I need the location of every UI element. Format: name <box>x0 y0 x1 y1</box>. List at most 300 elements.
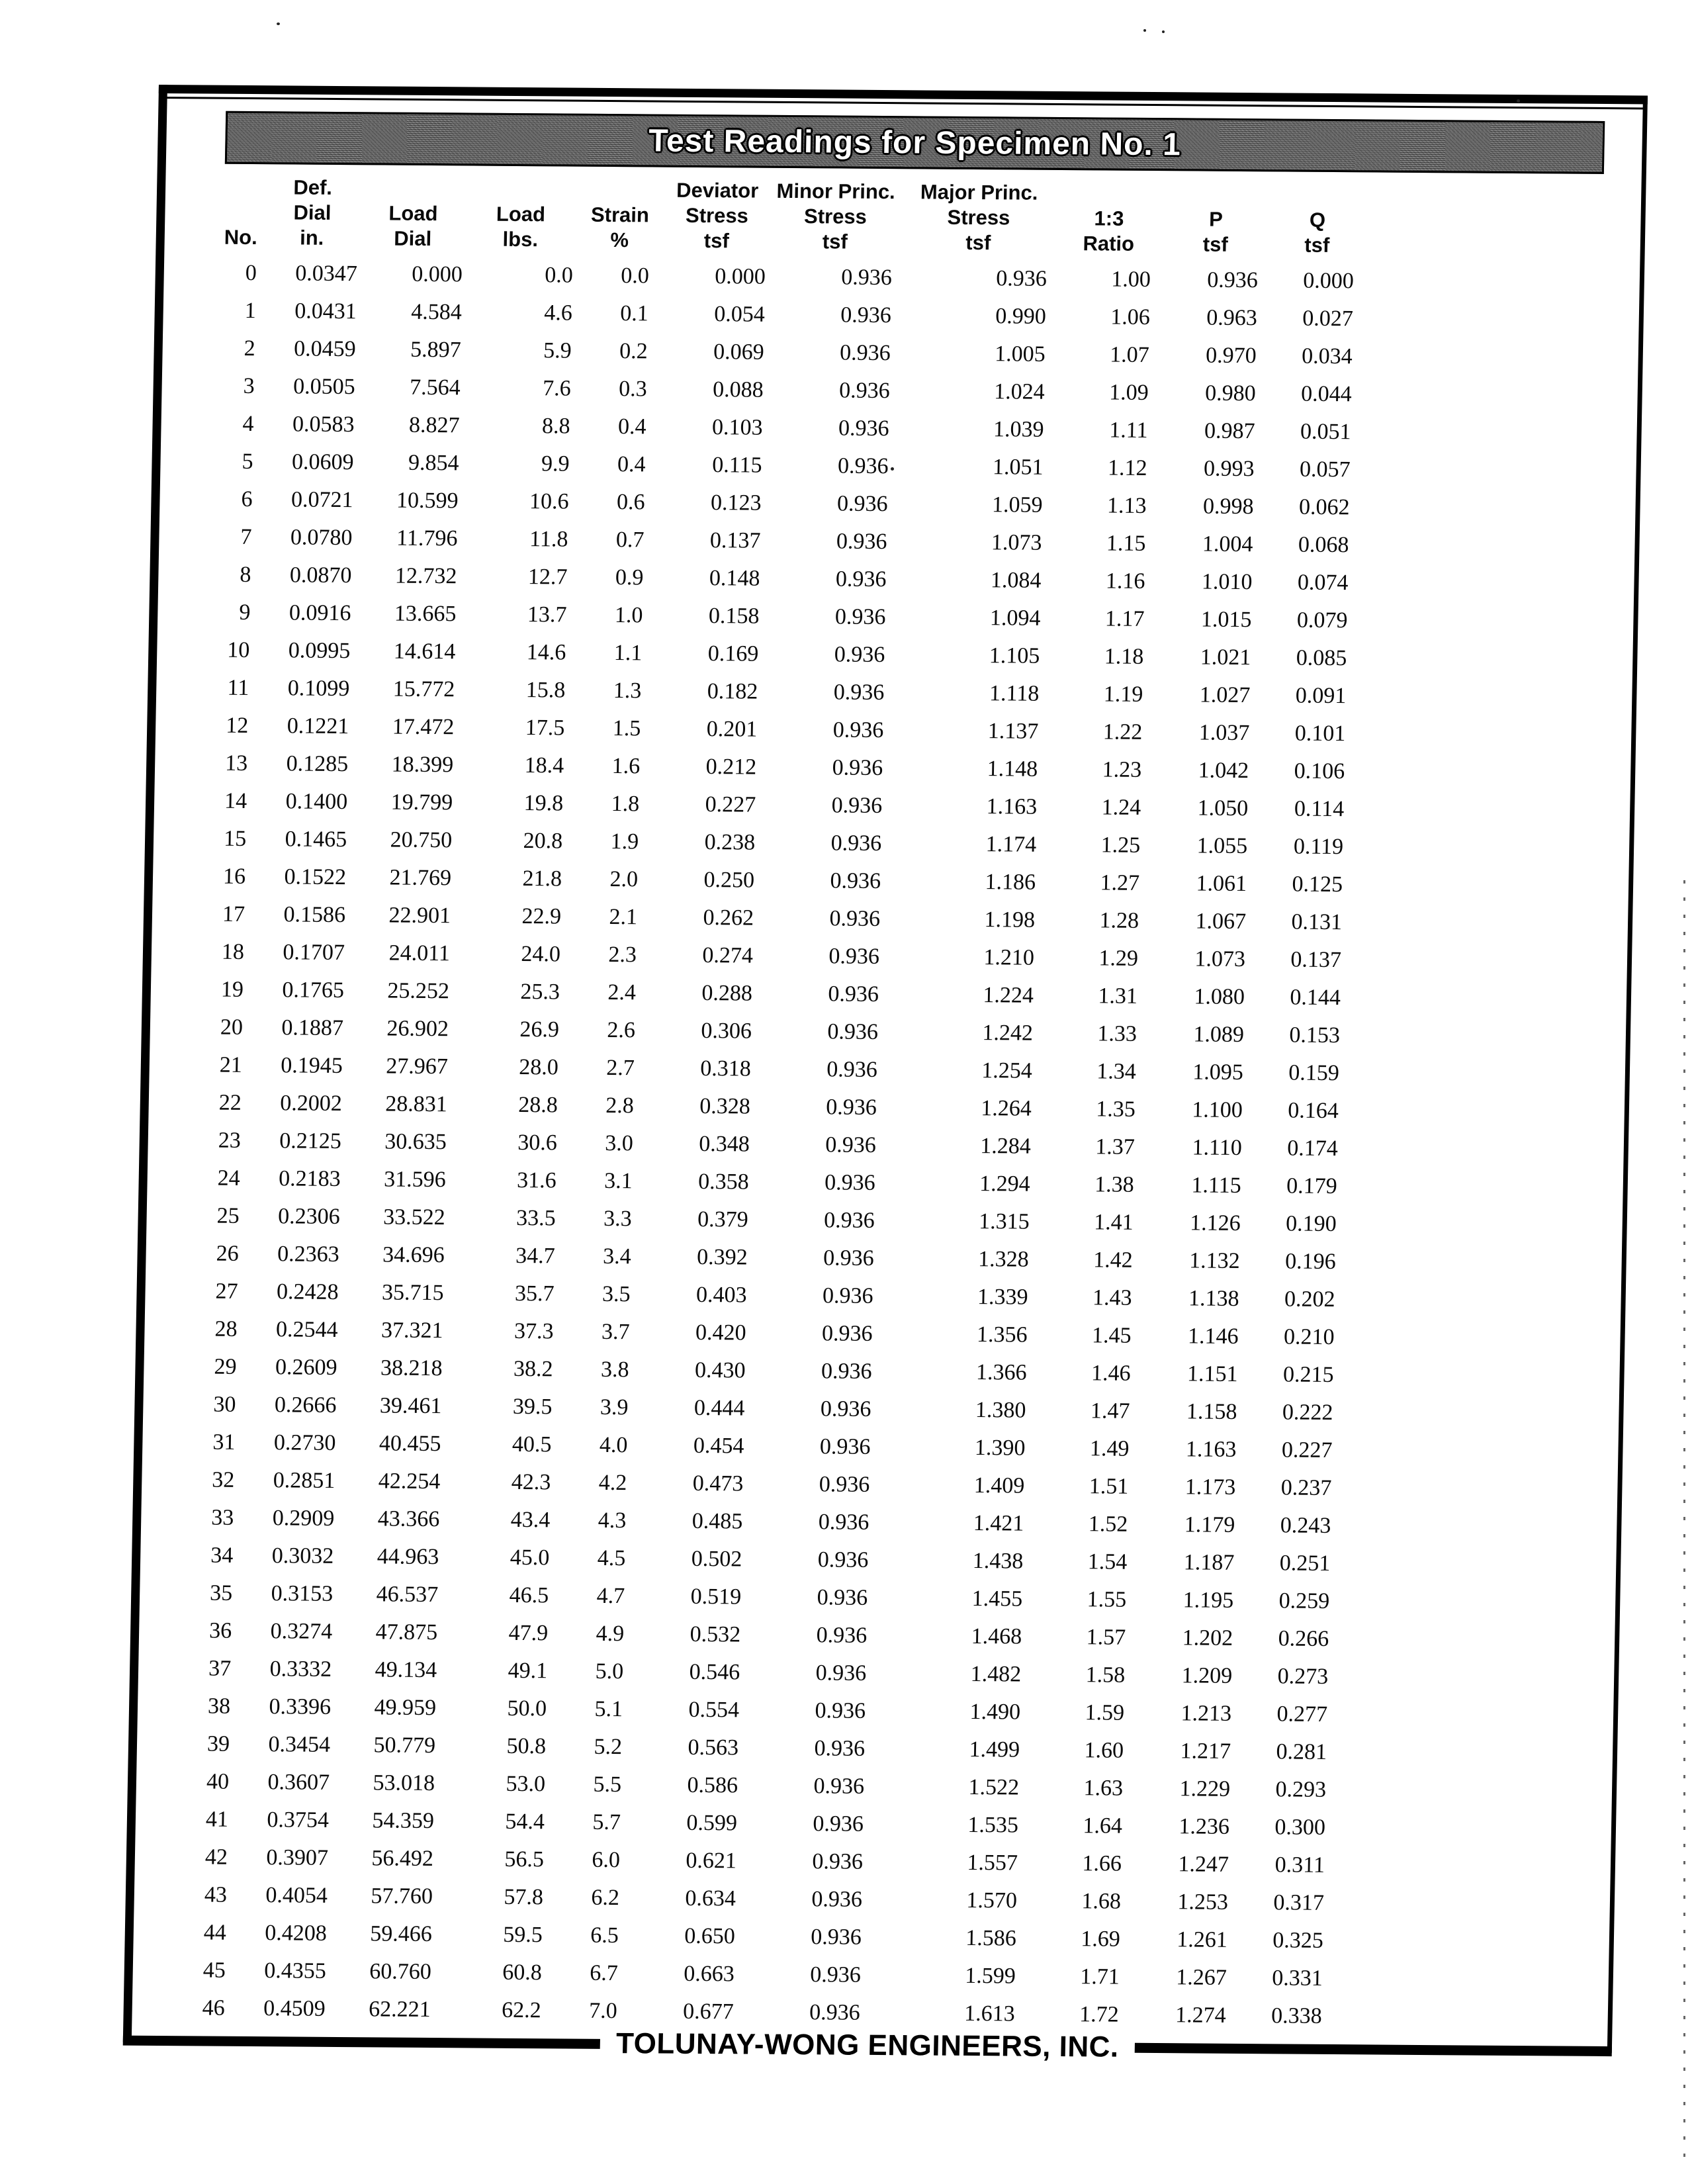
table-cell-load_lbs: 7.6 <box>542 376 572 401</box>
table-cell-ratio_1_3: 1.43 <box>1092 1285 1132 1310</box>
table-cell-load_lbs: 34.7 <box>515 1243 555 1269</box>
table-cell-def_dial_in: 0.0505 <box>292 374 356 400</box>
table-cell-major_princ: 1.490 <box>969 1699 1021 1725</box>
table-cell-def_dial_in: 0.2730 <box>273 1430 336 1455</box>
table-cell-minor_princ: 0.936 <box>819 1472 870 1497</box>
table-cell-major_princ: 1.438 <box>972 1549 1024 1574</box>
table-cell-def_dial_in: 0.3607 <box>267 1770 330 1795</box>
table-cell-p_tsf: 1.021 <box>1200 645 1251 670</box>
table-cell-p_tsf: 1.236 <box>1179 1814 1230 1839</box>
table-cell-q_tsf: 0.202 <box>1284 1287 1335 1312</box>
table-cell-def_dial_in: 0.2002 <box>279 1091 343 1116</box>
table-cell-load_lbs: 35.7 <box>514 1281 555 1306</box>
table-cell-ratio_1_3: 1.33 <box>1097 1021 1137 1046</box>
table-cell-def_dial_in: 0.2125 <box>279 1128 342 1154</box>
table-cell-q_tsf: 0.293 <box>1275 1777 1327 1802</box>
table-cell-q_tsf: 0.277 <box>1276 1702 1328 1727</box>
table-cell-major_princ: 1.599 <box>964 1963 1016 1989</box>
table-cell-strain_pct: 5.5 <box>593 1772 622 1797</box>
table-cell-load_lbs: 31.6 <box>516 1167 557 1193</box>
table-cell-no: 29 <box>214 1354 237 1379</box>
table-cell-major_princ: 1.468 <box>971 1624 1022 1649</box>
table-cell-load_lbs: 49.1 <box>508 1658 548 1684</box>
column-header-no <box>164 224 264 250</box>
table-cell-def_dial_in: 0.1586 <box>283 902 346 928</box>
column-header-line: P <box>1208 207 1224 231</box>
column-header-line: Def. <box>293 175 333 199</box>
table-cell-no: 15 <box>223 826 247 851</box>
table-cell-minor_princ: 0.936 <box>824 1170 876 1195</box>
table-cell-minor_princ: 0.936 <box>840 302 892 328</box>
table-cell-major_princ: 1.328 <box>977 1247 1029 1272</box>
table-cell-ratio_1_3: 1.16 <box>1105 569 1145 594</box>
table-cell-q_tsf: 0.311 <box>1274 1852 1325 1878</box>
table-cell-major_princ: 1.059 <box>991 492 1043 518</box>
table-cell-def_dial_in: 0.2851 <box>273 1468 335 1493</box>
table-cell-major_princ: 1.586 <box>965 1925 1017 1951</box>
table-cell-ratio_1_3: 1.06 <box>1110 304 1151 330</box>
table-cell-no: 35 <box>209 1580 233 1606</box>
table-cell-strain_pct: 4.0 <box>599 1432 628 1458</box>
table-cell-minor_princ: 0.936 <box>838 378 891 404</box>
table-cell-def_dial_in: 0.3754 <box>267 1807 330 1833</box>
table-cell-load_lbs: 54.4 <box>505 1809 545 1835</box>
table-cell-no: 11 <box>227 675 249 700</box>
table-cell-load_lbs: 30.6 <box>517 1130 558 1156</box>
table-cell-no: 36 <box>208 1618 232 1643</box>
table-cell-deviator_stress: 0.306 <box>701 1019 752 1044</box>
table-cell-strain_pct: 1.5 <box>612 716 641 741</box>
table-cell-load_lbs: 43.4 <box>510 1507 551 1533</box>
column-header-line: Load <box>388 201 438 226</box>
table-cell-q_tsf: 0.000 <box>1302 268 1355 294</box>
table-cell-load_dial: 22.901 <box>388 903 451 929</box>
table-cell-no: 18 <box>221 939 245 964</box>
table-cell-q_tsf: 0.062 <box>1298 494 1350 520</box>
table-cell-load_lbs: 22.9 <box>521 904 562 929</box>
column-header-line: % <box>610 228 629 252</box>
table-cell-major_princ: 1.409 <box>973 1473 1025 1498</box>
table-cell-p_tsf: 1.080 <box>1194 984 1245 1010</box>
table-cell-strain_pct: 3.1 <box>603 1168 633 1194</box>
table-cell-deviator_stress: 0.148 <box>709 566 760 591</box>
table-cell-p_tsf: 1.253 <box>1177 1889 1229 1915</box>
table-cell-major_princ: 1.557 <box>967 1850 1018 1876</box>
table-cell-load_dial: 56.492 <box>371 1846 434 1872</box>
table-cell-load_dial: 44.963 <box>377 1544 439 1570</box>
table-cell-def_dial_in: 0.0721 <box>290 487 353 513</box>
table-cell-strain_pct: 3.5 <box>602 1281 631 1307</box>
table-cell-deviator_stress: 0.586 <box>687 1772 738 1798</box>
table-cell-major_princ: 0.936 <box>995 266 1048 291</box>
table-cell-major_princ: 1.210 <box>983 945 1035 970</box>
table-cell-strain_pct: 4.7 <box>596 1583 625 1609</box>
table-cell-q_tsf: 0.091 <box>1295 683 1347 709</box>
table-cell-minor_princ: 0.936 <box>833 680 885 705</box>
table-cell-no: 46 <box>202 1995 226 2021</box>
scan-artifact-dotted-edge <box>1683 880 1685 2164</box>
table-cell-strain_pct: 3.0 <box>604 1130 634 1156</box>
table-cell-no: 17 <box>222 901 245 927</box>
column-header-line: Q <box>1309 208 1326 232</box>
table-cell-no: 42 <box>204 1844 228 1870</box>
table-cell-no: 14 <box>224 788 247 813</box>
table-cell-major_princ: 1.073 <box>991 530 1042 555</box>
table-cell-strain_pct: 5.0 <box>595 1659 624 1684</box>
table-cell-deviator_stress: 0.348 <box>698 1131 750 1157</box>
table-cell-def_dial_in: 0.1522 <box>284 864 347 890</box>
table-cell-load_dial: 7.564 <box>409 375 461 400</box>
table-cell-deviator_stress: 0.554 <box>688 1697 740 1723</box>
table-cell-q_tsf: 0.074 <box>1297 570 1349 596</box>
table-cell-load_dial: 14.614 <box>393 639 456 664</box>
table-cell-strain_pct: 3.7 <box>601 1319 630 1345</box>
column-header-line: No. <box>224 225 258 250</box>
table-cell-load_lbs: 21.8 <box>522 866 562 891</box>
table-cell-ratio_1_3: 1.24 <box>1101 795 1141 820</box>
table-cell-no: 24 <box>217 1165 241 1191</box>
column-header-line: 1:3 <box>1094 206 1124 230</box>
table-header-row <box>164 173 1641 260</box>
table-cell-minor_princ: 0.936 <box>836 491 888 517</box>
table-cell-q_tsf: 0.085 <box>1296 645 1347 671</box>
table-cell-p_tsf: 1.095 <box>1192 1060 1244 1085</box>
table-cell-minor_princ: 0.936 <box>836 529 887 555</box>
table-cell-major_princ: 0.990 <box>995 304 1047 329</box>
table-cell-minor_princ: 0.936 <box>815 1698 866 1723</box>
table-cell-no: 0 <box>245 260 257 286</box>
scan-speck <box>1162 30 1165 33</box>
table-cell-load_lbs: 39.5 <box>512 1394 553 1420</box>
table-cell-deviator_stress: 0.485 <box>691 1508 743 1534</box>
table-cell-major_princ: 1.148 <box>987 756 1038 782</box>
table-cell-load_lbs: 17.5 <box>525 715 565 741</box>
table-cell-no: 1 <box>244 298 257 324</box>
table-cell-q_tsf: 0.179 <box>1286 1173 1338 1199</box>
table-cell-def_dial_in: 0.3907 <box>266 1845 329 1870</box>
table-cell-major_princ: 1.284 <box>979 1134 1032 1159</box>
column-header-strain_pct <box>574 203 664 253</box>
table-cell-q_tsf: 0.144 <box>1290 985 1341 1011</box>
table-cell-load_lbs: 8.8 <box>541 414 570 439</box>
column-header-line: Stress <box>803 205 868 228</box>
table-cell-deviator_stress: 0.227 <box>705 792 756 817</box>
table-cell-def_dial_in: 0.0459 <box>293 336 357 362</box>
column-header-line: tsf <box>1304 233 1330 257</box>
table-cell-ratio_1_3: 1.45 <box>1091 1323 1132 1348</box>
table-cell-load_lbs: 20.8 <box>523 829 563 854</box>
scan-speck <box>891 467 894 471</box>
table-cell-load_lbs: 46.5 <box>509 1582 549 1608</box>
table-cell-p_tsf: 1.229 <box>1179 1776 1231 1801</box>
table-cell-def_dial_in: 0.0583 <box>292 412 355 437</box>
table-cell-deviator_stress: 0.473 <box>692 1471 744 1496</box>
table-cell-ratio_1_3: 1.27 <box>1100 870 1140 895</box>
table-cell-strain_pct: 0.6 <box>616 490 645 515</box>
table-body <box>132 253 1640 2037</box>
table-cell-strain_pct: 0.1 <box>619 301 649 326</box>
table-cell-major_princ: 1.224 <box>983 983 1034 1008</box>
table-cell-deviator_stress: 0.599 <box>686 1810 738 1836</box>
table-cell-major_princ: 1.380 <box>975 1398 1026 1423</box>
table-cell-minor_princ: 0.936 <box>828 981 879 1007</box>
table-cell-p_tsf: 1.163 <box>1185 1437 1237 1462</box>
table-cell-minor_princ: 0.936 <box>838 416 889 441</box>
table-cell-deviator_stress: 0.379 <box>697 1206 749 1232</box>
table-cell-no: 8 <box>240 562 251 588</box>
table-cell-no: 43 <box>204 1882 228 1907</box>
table-cell-load_dial: 25.252 <box>387 978 450 1004</box>
table-cell-strain_pct: 1.8 <box>611 792 640 817</box>
table-cell-p_tsf: 1.132 <box>1188 1248 1240 1273</box>
table-cell-def_dial_in: 0.2363 <box>277 1242 339 1267</box>
table-cell-load_lbs: 42.3 <box>511 1469 551 1495</box>
table-cell-def_dial_in: 0.0780 <box>290 525 353 551</box>
table-cell-load_dial: 10.599 <box>396 488 459 514</box>
table-cell-p_tsf: 1.187 <box>1183 1550 1235 1575</box>
table-cell-q_tsf: 0.034 <box>1301 343 1353 369</box>
table-cell-no: 27 <box>215 1279 238 1304</box>
table-cell-deviator_stress: 0.392 <box>696 1244 748 1270</box>
table-cell-q_tsf: 0.222 <box>1282 1400 1333 1426</box>
table-cell-major_princ: 1.005 <box>994 341 1046 367</box>
table-cell-major_princ: 1.186 <box>985 870 1036 895</box>
table-cell-q_tsf: 0.237 <box>1280 1475 1332 1500</box>
table-cell-minor_princ: 0.936 <box>809 2000 861 2025</box>
table-cell-major_princ: 1.522 <box>968 1774 1020 1800</box>
table-cell-ratio_1_3: 1.31 <box>1098 983 1138 1009</box>
table-cell-no: 16 <box>222 864 246 889</box>
table-cell-ratio_1_3: 1.28 <box>1099 908 1139 933</box>
table-cell-ratio_1_3: 1.49 <box>1089 1436 1130 1461</box>
table-cell-def_dial_in: 0.2183 <box>278 1166 341 1192</box>
table-cell-load_dial: 21.769 <box>389 865 452 891</box>
scan-speck <box>1517 99 1520 103</box>
table-cell-minor_princ: 0.936 <box>821 1359 872 1384</box>
table-cell-ratio_1_3: 1.22 <box>1102 719 1143 745</box>
table-cell-def_dial_in: 0.4054 <box>265 1883 328 1908</box>
table-cell-strain_pct: 0.4 <box>617 452 646 477</box>
table-cell-load_lbs: 33.5 <box>515 1205 557 1231</box>
table-cell-no: 41 <box>205 1807 229 1832</box>
table-cell-p_tsf: 1.209 <box>1181 1663 1233 1688</box>
table-cell-strain_pct: 5.1 <box>594 1696 623 1722</box>
table-cell-strain_pct: 4.5 <box>597 1545 626 1571</box>
table-cell-load_lbs: 12.7 <box>527 565 568 590</box>
column-header-line: tsf <box>822 230 848 253</box>
table-cell-p_tsf: 1.202 <box>1182 1625 1233 1651</box>
table-cell-deviator_stress: 0.137 <box>709 528 761 553</box>
table-cell-p_tsf: 0.987 <box>1204 418 1255 444</box>
table-cell-q_tsf: 0.101 <box>1294 721 1346 747</box>
table-cell-major_princ: 1.051 <box>992 455 1044 480</box>
column-header-line: in. <box>299 226 324 250</box>
table-cell-ratio_1_3: 1.38 <box>1094 1172 1135 1197</box>
table-cell-load_lbs: 38.2 <box>513 1356 553 1382</box>
table-cell-minor_princ: 0.936 <box>829 906 881 931</box>
table-cell-major_princ: 1.094 <box>989 606 1041 631</box>
table-cell-ratio_1_3: 1.64 <box>1083 1813 1123 1839</box>
table-cell-minor_princ: 0.936 <box>830 868 881 893</box>
column-header-line: Stress <box>685 203 749 228</box>
table-cell-load_dial: 5.897 <box>410 337 462 363</box>
table-cell-minor_princ: 0.936 <box>813 1774 865 1799</box>
table-cell-deviator_stress: 0.069 <box>713 340 765 365</box>
table-cell-load_lbs: 40.5 <box>512 1432 552 1457</box>
column-header-line: Stress <box>947 205 1010 230</box>
table-cell-load_dial: 19.799 <box>390 790 453 815</box>
table-cell-major_princ: 1.264 <box>980 1096 1032 1121</box>
table-cell-def_dial_in: 0.0609 <box>291 449 354 475</box>
table-cell-no: 25 <box>216 1203 240 1228</box>
table-cell-p_tsf: 1.267 <box>1175 1965 1227 1990</box>
table-cell-major_princ: 1.499 <box>969 1737 1020 1762</box>
table-cell-ratio_1_3: 1.00 <box>1110 267 1151 292</box>
table-cell-def_dial_in: 0.1945 <box>281 1053 343 1079</box>
table-cell-strain_pct: 2.3 <box>608 942 637 968</box>
table-cell-load_dial: 47.875 <box>375 1619 438 1645</box>
column-header-q_tsf <box>1269 207 1365 258</box>
table-cell-ratio_1_3: 1.15 <box>1106 531 1146 556</box>
table-cell-minor_princ: 0.936 <box>817 1547 869 1572</box>
table-cell-strain_pct: 3.4 <box>602 1244 631 1269</box>
table-cell-ratio_1_3: 1.11 <box>1109 418 1148 443</box>
table-cell-minor_princ: 0.936 <box>822 1283 873 1308</box>
table-cell-load_lbs: 5.9 <box>543 338 572 363</box>
table-cell-no: 39 <box>206 1731 230 1756</box>
table-cell-load_lbs: 26.9 <box>519 1017 560 1042</box>
table-cell-strain_pct: 0.3 <box>618 377 648 402</box>
table-cell-def_dial_in: 0.2609 <box>275 1355 337 1380</box>
table-cell-deviator_stress: 0.444 <box>693 1395 745 1421</box>
table-cell-load_dial: 8.827 <box>408 412 460 438</box>
table-cell-p_tsf: 0.963 <box>1206 305 1258 331</box>
table-cell-strain_pct: 2.7 <box>606 1055 635 1081</box>
table-cell-load_lbs: 28.8 <box>517 1092 558 1118</box>
table-cell-p_tsf: 1.195 <box>1182 1588 1234 1613</box>
table-cell-q_tsf: 0.259 <box>1278 1588 1330 1614</box>
table-cell-load_lbs: 14.6 <box>526 640 566 665</box>
table-cell-strain_pct: 6.0 <box>592 1847 621 1873</box>
table-cell-p_tsf: 1.173 <box>1184 1475 1236 1500</box>
table-cell-no: 28 <box>214 1316 238 1342</box>
table-cell-major_princ: 1.137 <box>987 719 1039 744</box>
table-cell-no: 6 <box>241 486 253 512</box>
table-cell-load_dial: 0.000 <box>411 261 463 287</box>
table-cell-deviator_stress: 0.430 <box>694 1357 746 1383</box>
table-cell-ratio_1_3: 1.59 <box>1085 1700 1125 1725</box>
table-cell-minor_princ: 0.936 <box>828 944 880 969</box>
table-cell-load_dial: 20.750 <box>390 827 453 853</box>
table-cell-strain_pct: 0.0 <box>620 263 650 289</box>
table-cell-load_lbs: 53.0 <box>506 1771 546 1797</box>
table-cell-p_tsf: 1.042 <box>1198 758 1249 784</box>
table-cell-ratio_1_3: 1.57 <box>1086 1625 1126 1650</box>
table-cell-strain_pct: 0.9 <box>615 565 644 590</box>
table-cell-load_dial: 49.959 <box>374 1695 437 1721</box>
table-cell-load_dial: 13.665 <box>394 601 457 627</box>
footer-rule-left <box>123 2035 600 2048</box>
table-cell-ratio_1_3: 1.42 <box>1092 1248 1133 1273</box>
scanned-report-page <box>123 85 1648 2064</box>
table-cell-p_tsf: 1.261 <box>1176 1927 1228 1952</box>
table-cell-ratio_1_3: 1.72 <box>1079 2002 1120 2027</box>
table-cell-p_tsf: 1.004 <box>1202 531 1253 557</box>
table-cell-q_tsf: 0.119 <box>1293 834 1344 860</box>
table-cell-no: 22 <box>218 1090 242 1115</box>
table-cell-deviator_stress: 0.420 <box>695 1320 746 1345</box>
table-cell-no: 5 <box>242 449 253 475</box>
table-cell-ratio_1_3: 1.19 <box>1103 682 1143 707</box>
table-cell-load_dial: 60.760 <box>369 1959 432 1985</box>
table-cell-p_tsf: 1.055 <box>1196 833 1248 859</box>
table-cell-strain_pct: 5.2 <box>594 1734 623 1760</box>
column-header-line: Major Princ. <box>920 180 1038 205</box>
table-cell-strain_pct: 4.3 <box>598 1508 627 1533</box>
table-cell-major_princ: 1.356 <box>976 1322 1028 1347</box>
table-cell-minor_princ: 0.936 <box>817 1585 868 1610</box>
table-cell-q_tsf: 0.027 <box>1302 306 1354 332</box>
table-cell-p_tsf: 1.274 <box>1175 2003 1227 2028</box>
table-cell-p_tsf: 1.050 <box>1197 796 1249 821</box>
table-cell-minor_princ: 0.936 <box>823 1208 875 1233</box>
table-cell-load_dial: 4.584 <box>410 299 463 325</box>
table-cell-minor_princ: 0.936 <box>820 1396 871 1422</box>
table-cell-q_tsf: 0.273 <box>1277 1664 1329 1689</box>
table-cell-deviator_stress: 0.262 <box>703 905 754 931</box>
column-header-load_dial <box>359 201 466 251</box>
table-cell-load_lbs: 50.0 <box>507 1696 547 1721</box>
table-cell-q_tsf: 0.068 <box>1298 532 1349 558</box>
column-header-line: tsf <box>965 230 991 255</box>
table-cell-deviator_stress: 0.677 <box>682 1999 735 2025</box>
table-cell-deviator_stress: 0.250 <box>703 868 755 893</box>
table-cell-load_lbs: 59.5 <box>502 1922 543 1948</box>
table-cell-major_princ: 1.024 <box>993 379 1046 404</box>
column-header-line: Deviator <box>676 178 759 203</box>
table-cell-def_dial_in: 0.0995 <box>288 638 351 664</box>
table-cell-strain_pct: 2.8 <box>605 1093 635 1118</box>
table-cell-load_lbs: 37.3 <box>513 1318 554 1344</box>
table-cell-load_dial: 53.018 <box>373 1770 435 1796</box>
table-cell-p_tsf: 1.061 <box>1196 871 1247 897</box>
table-cell-load_lbs: 28.0 <box>519 1054 559 1080</box>
table-cell-q_tsf: 0.051 <box>1300 419 1351 445</box>
table-cell-strain_pct: 0.2 <box>619 339 648 364</box>
table-cell-load_dial: 40.455 <box>379 1431 441 1457</box>
table-cell-minor_princ: 0.936 <box>813 1811 864 1837</box>
table-cell-load_dial: 12.732 <box>394 563 457 589</box>
table-cell-ratio_1_3: 1.66 <box>1082 1851 1122 1876</box>
table-cell-load_dial: 59.466 <box>369 1921 433 1947</box>
table-cell-no: 19 <box>220 977 244 1002</box>
table-cell-no: 12 <box>225 713 249 738</box>
table-cell-load_dial: 11.796 <box>396 525 458 551</box>
table-cell-ratio_1_3: 1.46 <box>1091 1361 1131 1386</box>
table-cell-ratio_1_3: 1.41 <box>1093 1210 1134 1235</box>
column-header-ratio_1_3 <box>1055 206 1162 257</box>
table-cell-strain_pct: 6.5 <box>590 1923 619 1948</box>
table-cell-load_lbs: 45.0 <box>510 1545 550 1570</box>
table-cell-strain_pct: 3.3 <box>603 1206 633 1232</box>
table-cell-ratio_1_3: 1.25 <box>1100 833 1141 858</box>
scan-speck <box>1143 29 1146 32</box>
table-cell-minor_princ: 0.936 <box>821 1321 873 1346</box>
table-cell-p_tsf: 1.217 <box>1180 1739 1231 1764</box>
table-cell-def_dial_in: 0.0870 <box>289 563 352 588</box>
table-cell-def_dial_in: 0.0916 <box>289 600 351 626</box>
table-cell-q_tsf: 0.153 <box>1289 1023 1341 1048</box>
